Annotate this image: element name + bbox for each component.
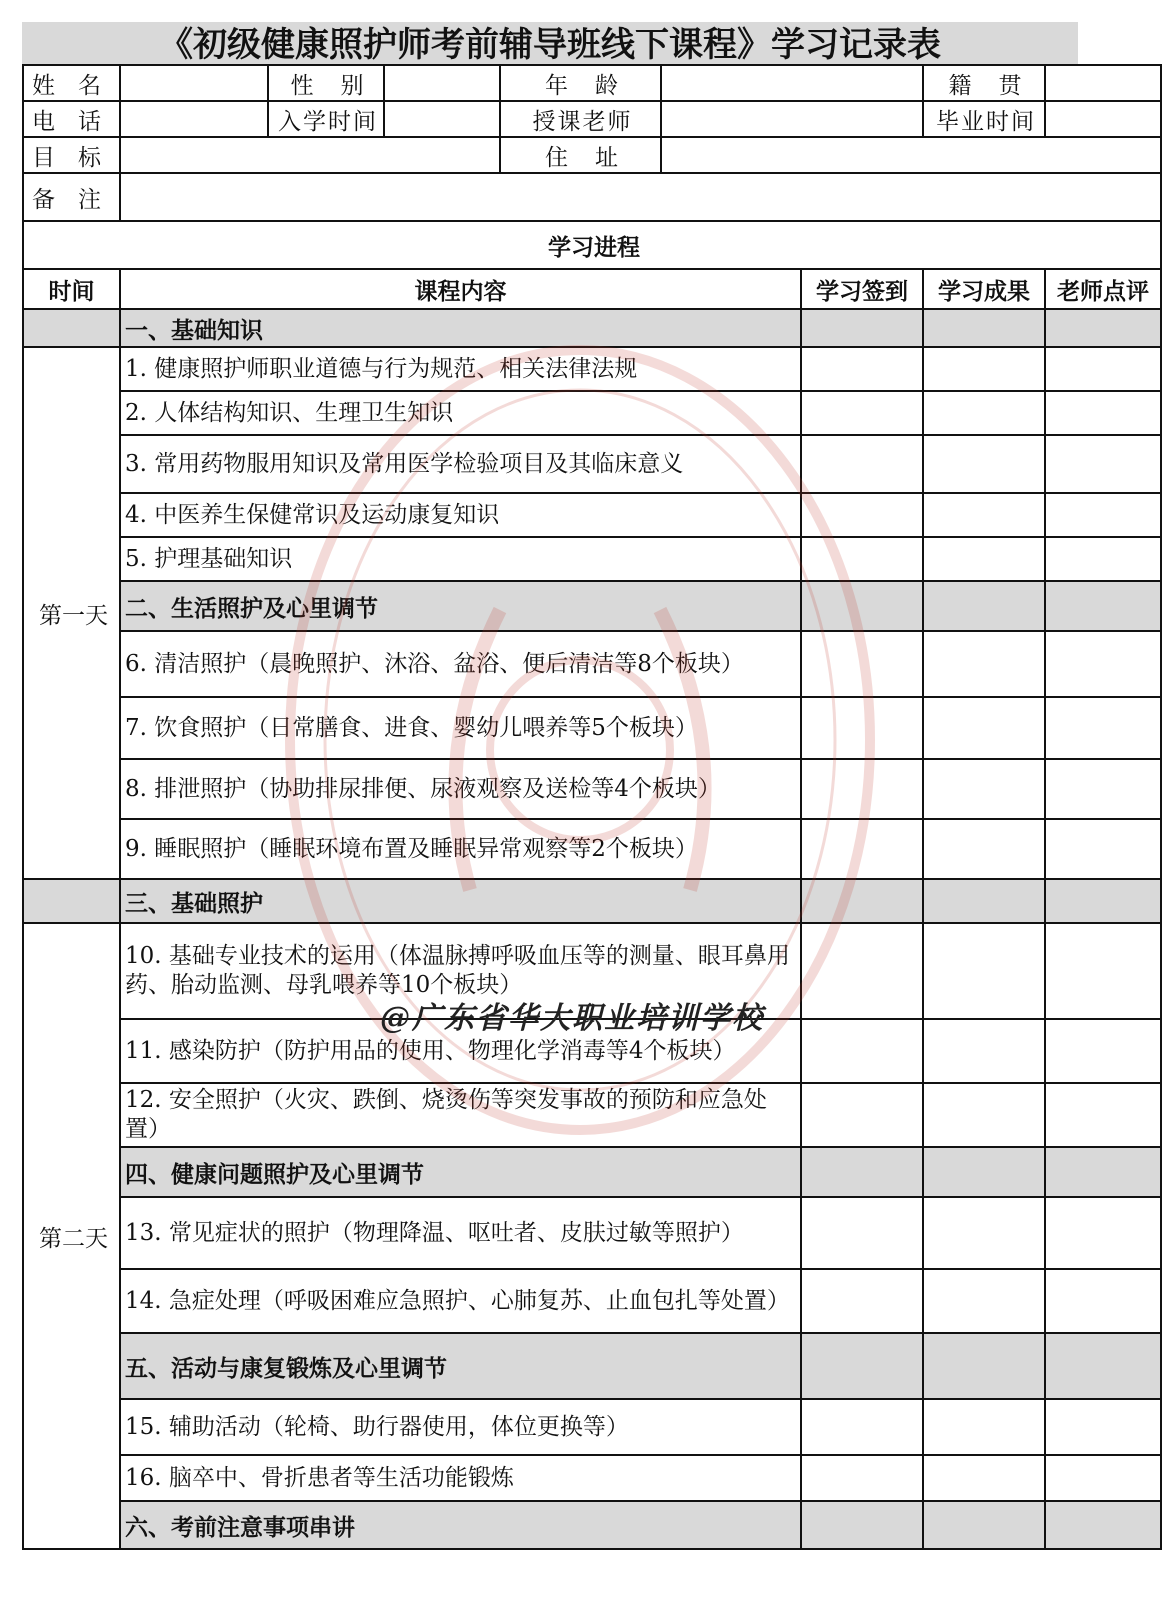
result-cell[interactable] [923, 697, 1045, 759]
checkin-cell[interactable] [801, 819, 923, 879]
result-cell[interactable] [923, 1333, 1045, 1399]
gender-label: 性 别 [268, 65, 384, 101]
page-title: 《初级健康照护师考前辅导班线下课程》学习记录表 [22, 22, 1078, 64]
comment-cell[interactable] [1045, 581, 1161, 631]
result-cell[interactable] [923, 537, 1045, 581]
time-cell [23, 309, 120, 347]
comment-cell[interactable] [1045, 1197, 1161, 1269]
table-row [23, 697, 1161, 759]
checkin-cell[interactable] [801, 923, 923, 1019]
enroll-value[interactable] [384, 101, 500, 137]
result-cell[interactable] [923, 1147, 1045, 1197]
header-content: 课程内容 [120, 269, 801, 309]
address-label: 住 址 [500, 137, 661, 173]
comment-cell[interactable] [1045, 1333, 1161, 1399]
comment-cell[interactable] [1045, 537, 1161, 581]
remark-value[interactable] [120, 173, 1161, 221]
course-item: 8. 排泄照护（协助排尿排便、尿液观察及送检等4个板块） [120, 759, 801, 819]
checkin-cell[interactable] [801, 435, 923, 493]
table-row [23, 1083, 1161, 1147]
checkin-cell[interactable] [801, 879, 923, 923]
comment-cell[interactable] [1045, 1399, 1161, 1455]
info-row-4 [23, 173, 1161, 221]
checkin-cell[interactable] [801, 581, 923, 631]
checkin-cell[interactable] [801, 631, 923, 697]
native-label: 籍 贯 [923, 65, 1045, 101]
checkin-cell[interactable] [801, 1501, 923, 1549]
course-item: 13. 常见症状的照护（物理降温、呕吐者、皮肤过敏等照护） [120, 1197, 801, 1269]
table-row [23, 819, 1161, 879]
section-title: 六、考前注意事项串讲 [120, 1501, 801, 1549]
course-item: 12. 安全照护（火灾、跌倒、烧烫伤等突发事故的预防和应急处置） [120, 1083, 801, 1147]
address-value[interactable] [661, 137, 1161, 173]
checkin-cell[interactable] [801, 1269, 923, 1333]
header-result: 学习成果 [923, 269, 1045, 309]
table-row [23, 1399, 1161, 1455]
study-record-table [22, 64, 1162, 1550]
checkin-cell[interactable] [801, 1455, 923, 1501]
comment-cell[interactable] [1045, 1455, 1161, 1501]
checkin-cell[interactable] [801, 391, 923, 435]
table-row [23, 391, 1161, 435]
table-row [23, 1019, 1161, 1083]
name-value[interactable] [120, 65, 268, 101]
course-item: 15. 辅助活动（轮椅、助行器使用，体位更换等） [120, 1399, 801, 1455]
course-item: 16. 脑卒中、骨折患者等生活功能锻炼 [120, 1455, 801, 1501]
checkin-cell[interactable] [801, 1019, 923, 1083]
section-row [23, 1501, 1161, 1549]
remark-label: 备 注 [23, 173, 120, 221]
result-cell[interactable] [923, 1455, 1045, 1501]
section-title: 一、基础知识 [120, 309, 801, 347]
table-row [23, 1455, 1161, 1501]
comment-cell[interactable] [1045, 347, 1161, 391]
checkin-cell[interactable] [801, 697, 923, 759]
result-cell[interactable] [923, 581, 1045, 631]
section-row [23, 879, 1161, 923]
comment-cell[interactable] [1045, 1147, 1161, 1197]
result-cell[interactable] [923, 1399, 1045, 1455]
gender-value[interactable] [384, 65, 500, 101]
enroll-label: 入学时间 [268, 101, 384, 137]
course-item: 14. 急症处理（呼吸困难应急照护、心肺复苏、止血包扎等处置） [120, 1269, 801, 1333]
comment-cell[interactable] [1045, 1269, 1161, 1333]
comment-cell[interactable] [1045, 759, 1161, 819]
course-item: 6. 清洁照护（晨晚照护、沐浴、盆浴、便后清洁等8个板块） [120, 631, 801, 697]
comment-cell[interactable] [1045, 493, 1161, 537]
native-value[interactable] [1045, 65, 1161, 101]
checkin-cell[interactable] [801, 1083, 923, 1147]
course-item: 4. 中医养生保健常识及运动康复知识 [120, 493, 801, 537]
checkin-cell[interactable] [801, 1399, 923, 1455]
course-item: 7. 饮食照护（日常膳食、进食、婴幼儿喂养等5个板块） [120, 697, 801, 759]
comment-cell[interactable] [1045, 1501, 1161, 1549]
comment-cell[interactable] [1045, 391, 1161, 435]
course-item: 9. 睡眠照护（睡眠环境布置及睡眠异常观察等2个板块） [120, 819, 801, 879]
comment-cell[interactable] [1045, 435, 1161, 493]
checkin-cell[interactable] [801, 1333, 923, 1399]
age-label: 年 龄 [500, 65, 661, 101]
table-row [23, 631, 1161, 697]
checkin-cell[interactable] [801, 1197, 923, 1269]
checkin-cell[interactable] [801, 347, 923, 391]
course-item: 1. 健康照护师职业道德与行为规范、相关法律法规 [120, 347, 801, 391]
comment-cell[interactable] [1045, 1083, 1161, 1147]
checkin-cell[interactable] [801, 759, 923, 819]
result-cell[interactable] [923, 309, 1045, 347]
teacher-label: 授课老师 [500, 101, 661, 137]
comment-cell[interactable] [1045, 819, 1161, 879]
info-row-2 [23, 101, 1161, 137]
course-item: 2. 人体结构知识、生理卫生知识 [120, 391, 801, 435]
checkin-cell[interactable] [801, 1147, 923, 1197]
day-label: 第一天 [23, 347, 120, 879]
section-row [23, 1333, 1161, 1399]
comment-cell[interactable] [1045, 923, 1161, 1019]
course-item: 5. 护理基础知识 [120, 537, 801, 581]
progress-title: 学习进程 [23, 221, 1161, 269]
phone-value[interactable] [120, 101, 268, 137]
age-value[interactable] [661, 65, 923, 101]
table-row [23, 435, 1161, 493]
result-cell[interactable] [923, 1269, 1045, 1333]
header-checkin: 学习签到 [801, 269, 923, 309]
table-row [23, 493, 1161, 537]
info-row-3 [23, 137, 1161, 173]
result-cell[interactable] [923, 1019, 1045, 1083]
progress-row [23, 221, 1161, 269]
result-cell[interactable] [923, 1501, 1045, 1549]
comment-cell[interactable] [1045, 697, 1161, 759]
name-label: 姓 名 [23, 65, 120, 101]
checkin-cell[interactable] [801, 493, 923, 537]
result-cell[interactable] [923, 435, 1045, 493]
result-cell[interactable] [923, 1083, 1045, 1147]
result-cell[interactable] [923, 923, 1045, 1019]
day-label: 第二天 [23, 923, 120, 1549]
comment-cell[interactable] [1045, 879, 1161, 923]
graduate-label: 毕业时间 [923, 101, 1045, 137]
course-item: 11. 感染防护（防护用品的使用、物理化学消毒等4个板块） [120, 1019, 801, 1083]
result-cell[interactable] [923, 1197, 1045, 1269]
section-row [23, 1147, 1161, 1197]
course-item: 10. 基础专业技术的运用（体温脉搏呼吸血压等的测量、眼耳鼻用药、胎动监测、母乳喂养等10个板块） [120, 923, 801, 1019]
phone-label: 电 话 [23, 101, 120, 137]
table-row [23, 347, 1161, 391]
section-title: 二、生活照护及心里调节 [120, 581, 801, 631]
table-row [23, 923, 1161, 1019]
goal-value[interactable] [120, 137, 500, 173]
result-cell[interactable] [923, 631, 1045, 697]
course-item: 3. 常用药物服用知识及常用医学检验项目及其临床意义 [120, 435, 801, 493]
comment-cell[interactable] [1045, 1019, 1161, 1083]
result-cell[interactable] [923, 347, 1045, 391]
result-cell[interactable] [923, 493, 1045, 537]
time-cell [23, 879, 120, 923]
section-row [23, 309, 1161, 347]
teacher-value[interactable] [661, 101, 923, 137]
goal-label: 目 标 [23, 137, 120, 173]
section-title: 五、活动与康复锻炼及心里调节 [120, 1333, 801, 1399]
comment-cell[interactable] [1045, 631, 1161, 697]
header-comment: 老师点评 [1045, 269, 1161, 309]
result-cell[interactable] [923, 759, 1045, 819]
result-cell[interactable] [923, 391, 1045, 435]
checkin-cell[interactable] [801, 537, 923, 581]
header-row [23, 269, 1161, 309]
table-row [23, 759, 1161, 819]
result-cell[interactable] [923, 819, 1045, 879]
table-row [23, 1197, 1161, 1269]
section-title: 三、基础照护 [120, 879, 801, 923]
section-row [23, 581, 1161, 631]
graduate-value[interactable] [1045, 101, 1161, 137]
checkin-cell[interactable] [801, 309, 923, 347]
table-row [23, 1269, 1161, 1333]
section-title: 四、健康问题照护及心里调节 [120, 1147, 801, 1197]
header-time: 时间 [23, 269, 120, 309]
watermark-text: @广东省华大职业培训学校 [380, 1001, 764, 1036]
result-cell[interactable] [923, 879, 1045, 923]
comment-cell[interactable] [1045, 309, 1161, 347]
info-row-1 [23, 65, 1161, 101]
table-row [23, 537, 1161, 581]
